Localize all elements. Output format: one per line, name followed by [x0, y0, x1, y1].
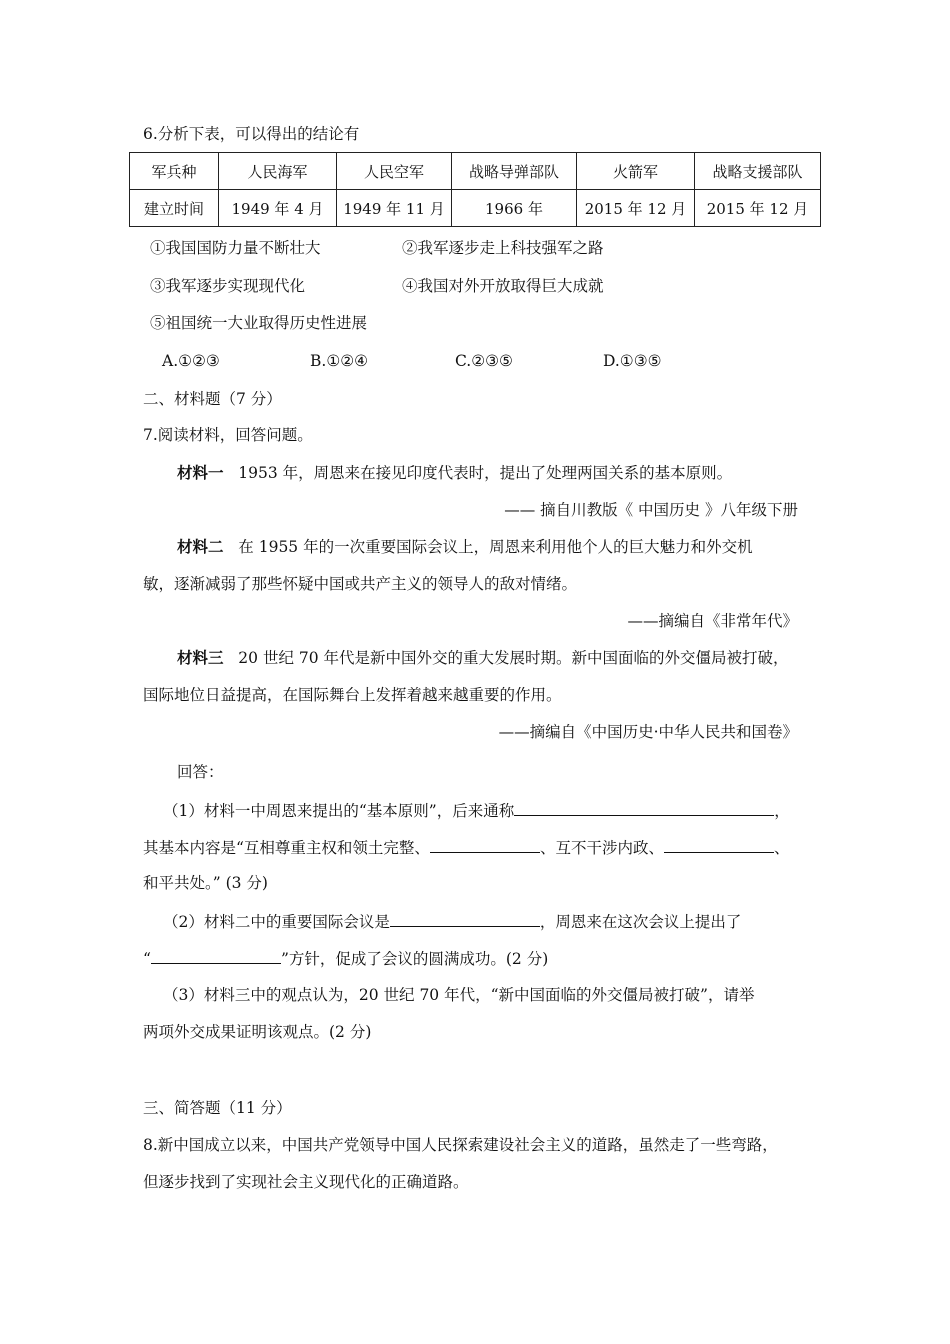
material-1 [177, 463, 732, 483]
q8-line2: 但逐步找到了实现社会主义现代化的正确道路。 [143, 1173, 469, 1191]
answer-2-line2 [143, 947, 548, 969]
statement-2: ②我军逐步走上科技强军之路 [402, 239, 604, 257]
material-1-label: 材料一 [177, 464, 224, 482]
statement-5: ⑤祖国统一大业取得历史性进展 [150, 314, 368, 332]
q8-line1: 8.新中国成立以来，中国共产党领导中国人民探索建设社会主义的道路，虽然走了一些弯路， [143, 1136, 778, 1154]
answer-1-prompt: （1）材料一中周恩来提出的“基本原则”，后来通称 [163, 802, 515, 820]
punct: 、 [773, 839, 790, 857]
table-cell: 1949 年 4 月 [219, 190, 337, 227]
statement-4: ④我国对外开放取得巨大成就 [402, 277, 604, 295]
answer-2-prompt: （2）材料二中的重要国际会议是 [163, 913, 390, 931]
material-3-text: 20 世纪 70 年代是新中国外交的重大发展时期。新中国面临的外交僵局被打破， [238, 649, 789, 667]
answer-blank[interactable] [664, 836, 774, 853]
material-1-source: —— 摘自川教版《 中国历史 》八年级下册 [504, 501, 798, 519]
table-cell: 1966 年 [452, 190, 577, 227]
table-cell: 1949 年 11 月 [337, 190, 452, 227]
table-cell: 火箭军 [577, 153, 695, 190]
answer-blank[interactable] [430, 836, 540, 853]
answer-1-text: 、互不干涉内政、 [539, 839, 664, 857]
material-3-source: ——摘编自《中国历史·中华人民共和国卷》 [498, 723, 798, 741]
table-cell: 建立时间 [130, 190, 219, 227]
answer-1-line2 [143, 836, 789, 858]
table-cell: 人民空军 [337, 153, 452, 190]
material-2-text: 在 1955 年的一次重要国际会议上，周恩来利用他个人的巨大魅力和外交机 [238, 538, 753, 556]
table-cell: 人民海军 [219, 153, 337, 190]
q6-stem: 6.分析下表，可以得出的结论有 [143, 125, 360, 143]
section3-title: 三、简答题（11 分） [143, 1099, 292, 1117]
answer-blank[interactable] [514, 799, 774, 816]
answer-3-line2: 两项外交成果证明该观点。(2 分) [143, 1023, 372, 1041]
option-c: C.②③⑤ [455, 352, 513, 370]
answer-1-line3: 和平共处。” (3 分) [143, 874, 268, 892]
table-row [130, 153, 821, 190]
table-cell: 2015 年 12 月 [577, 190, 695, 227]
answer-blank[interactable] [151, 947, 281, 964]
table-cell: 战略支援部队 [695, 153, 821, 190]
punct: “ [143, 950, 151, 968]
table-cell: 军兵种 [130, 153, 219, 190]
answer-2-text: ”方针，促成了会议的圆满成功。(2 分) [280, 950, 549, 968]
material-1-text: 1953 年，周恩来在接见印度代表时，提出了处理两国关系的基本原则。 [238, 464, 733, 482]
answer-1-text: 其基本内容是“互相尊重主权和领土完整、 [143, 839, 430, 857]
statement-3: ③我军逐步实现现代化 [150, 277, 306, 295]
answer-label: 回答： [177, 763, 224, 781]
material-2 [177, 537, 753, 557]
option-b: B.①②④ [310, 352, 369, 370]
answer-2-text: ，周恩来在这次会议上提出了 [539, 913, 742, 931]
answer-2-line1 [163, 910, 741, 932]
section2-title: 二、材料题（7 分） [143, 390, 282, 408]
material-2-label: 材料二 [177, 538, 224, 556]
answer-blank[interactable] [390, 910, 540, 927]
material-3-label: 材料三 [177, 649, 224, 667]
q7-stem: 7.阅读材料，回答问题。 [143, 426, 313, 444]
option-d: D.①③⑤ [603, 352, 662, 370]
table-cell: 2015 年 12 月 [695, 190, 821, 227]
answer-1-line1 [163, 799, 790, 821]
material-2-source: ——摘编自《非常年代》 [627, 612, 798, 630]
table-cell: 战略导弹部队 [452, 153, 577, 190]
table-row [130, 190, 821, 227]
material-3-text-cont: 国际地位日益提高，在国际舞台上发挥着越来越重要的作用。 [143, 686, 562, 704]
option-a: A.①②③ [162, 352, 220, 370]
material-3 [177, 648, 789, 668]
army-founding-table [129, 152, 821, 227]
material-2-text-cont: 敏，逐渐减弱了那些怀疑中国或共产主义的领导人的敌对情绪。 [143, 575, 578, 593]
punct: ， [774, 802, 790, 820]
statement-1: ①我国国防力量不断壮大 [150, 239, 321, 257]
answer-3-line1: （3）材料三中的观点认为，20 世纪 70 年代，“新中国面临的外交僵局被打破”，请举 [163, 986, 755, 1004]
